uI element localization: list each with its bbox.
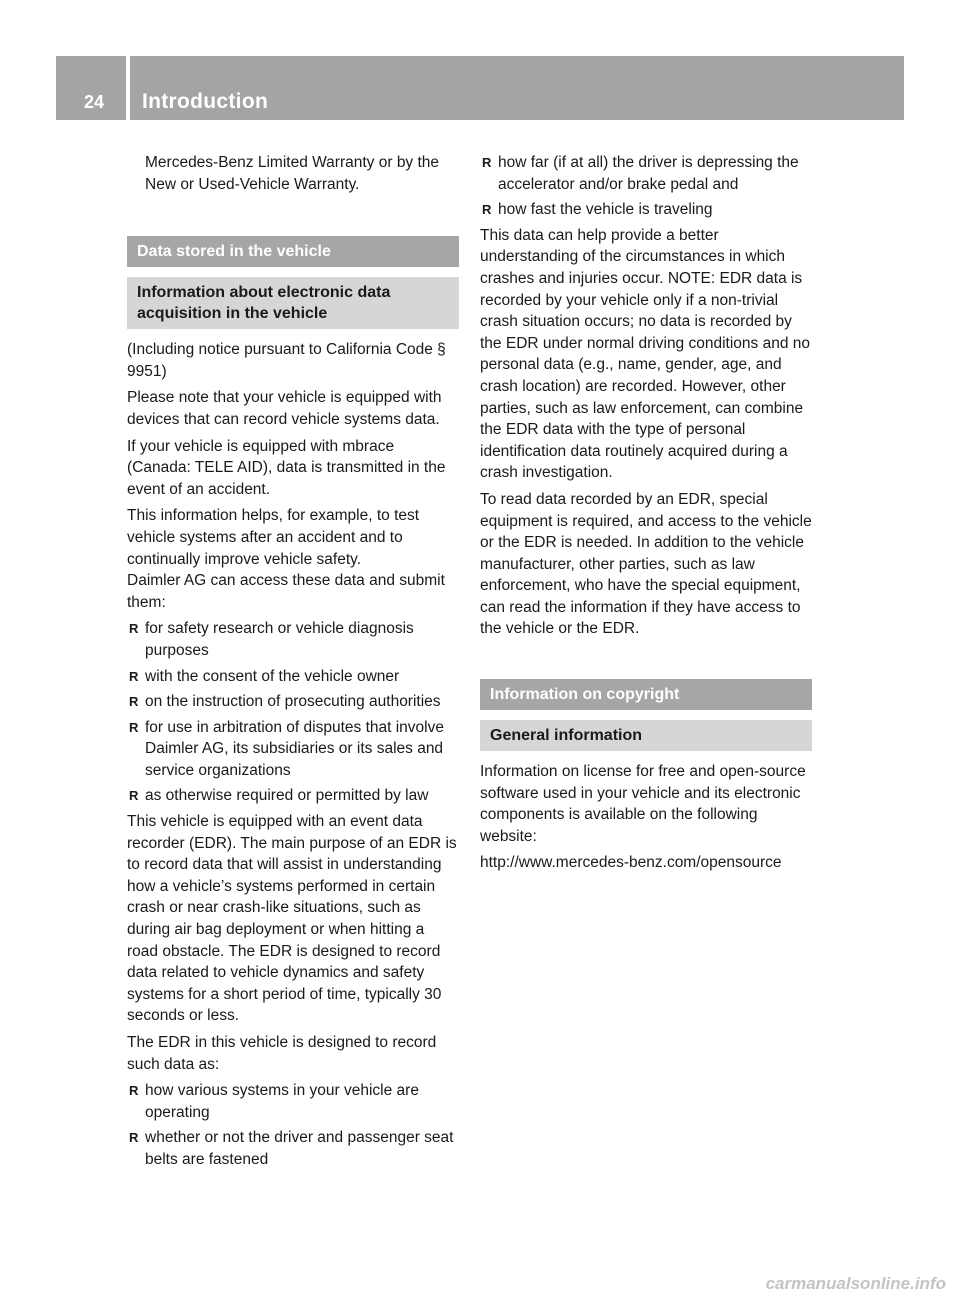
paragraph-edr-note: This data can help provide a better understanding of the circumstances in which crashes and injuries occur. NOTE: EDR data is recorded by your vehicle only if a non-trivial crash situation occurs; no data is recorded by the EDR under normal driving conditions and no personal data (e.g., name, gender, age, and crash location) are recorded. However, other parties, such as law enforcement, can combine the EDR data with the type of personal identification data routinely acquired during a crash investigation. (480, 226, 810, 482)
list-item: R whether or not the driver and passenger seat belts are fastened (129, 1129, 454, 1168)
paragraph: If your vehicle is equipped with mbrace (Canada: TELE AID), data is transmitted in the event of an accident. (127, 437, 446, 498)
right-column (480, 152, 812, 879)
subsection-heading-electronic-data: Information about electronic data acquisition in the vehicle (127, 277, 459, 329)
paragraph: Please note that your vehicle is equipped with devices that can record vehicle systems data. (127, 389, 442, 428)
header-divider (126, 56, 130, 120)
bullet-icon: R (129, 719, 139, 735)
opensource-url[interactable]: http://www.mercedes-benz.com/opensource (480, 854, 782, 872)
paragraph-edr-access: To read data recorded by an EDR, special equipment is required, and access to the vehicle or the EDR is needed. In addition to the vehicle manufacturer, other parties, such as law enforcement, who have the special equipment, can read the information if they have access to the vehicle or the EDR. (480, 490, 812, 638)
bullet-icon: R (129, 788, 139, 804)
paragraph: The EDR in this vehicle is designed to record such data as: (127, 1034, 437, 1073)
section-heading-copyright: Information on copyright (480, 679, 812, 710)
paragraph: Daimler AG can access these data and submit them: (127, 572, 445, 611)
paragraph-edr: This vehicle is equipped with an event data recorder (EDR). The main purpose of an EDR is to record data that will assist in understanding how a vehicle’s systems performed in certain crash or near crash-like situations, such as during air bag deployment or when hitting a road obstacle. The EDR is designed to record data related to vehicle dynamics and safety systems for a short period of time, typically 30 seconds or less. (127, 813, 457, 1025)
bullet-list-edr-data-continued (480, 152, 812, 221)
watermark: carmanualsonline.info (765, 1274, 946, 1293)
list-item: R how various systems in your vehicle are operating (129, 1082, 419, 1121)
left-column (127, 152, 459, 1175)
chapter-title: Introduction (142, 90, 269, 113)
bullet-list-purposes (127, 618, 459, 807)
bullet-list-edr-data (127, 1080, 459, 1170)
list-item: R with the consent of the vehicle owner (127, 666, 459, 688)
bullet-icon: R (129, 1130, 139, 1146)
list-item: R for use in arbitration of disputes that involve Daimler AG, its subsidiaries or its sales and service organizations (129, 718, 444, 779)
list-item: R for safety research or vehicle diagnosis purposes (129, 620, 414, 659)
bullet-icon: R (482, 202, 492, 218)
section-heading-data-stored: Data stored in the vehicle (127, 236, 459, 267)
bullet-icon: R (129, 621, 139, 637)
paragraph-license: Information on license for free and open-source software used in your vehicle and its electronic components is available on the following website: (480, 763, 806, 845)
list-item: R how fast the vehicle is traveling (480, 199, 812, 221)
list-item: R how far (if at all) the driver is depressing the accelerator and/or brake pedal and (482, 154, 799, 193)
list-item: R on the instruction of prosecuting authorities (127, 691, 459, 713)
subsection-heading-general-information: General information (480, 720, 812, 751)
page-header (56, 56, 904, 120)
bullet-icon: R (129, 668, 139, 684)
bullet-icon: R (482, 155, 492, 170)
paragraph: This information helps, for example, to test vehicle systems after an accident and to continually improve vehicle safety. (127, 507, 420, 568)
warranty-continuation: Mercedes-Benz Limited Warranty or by the New or Used-Vehicle Warranty. (145, 154, 440, 193)
bullet-icon: R (129, 1083, 139, 1099)
list-item: R as otherwise required or permitted by law (127, 785, 459, 807)
paragraph: (Including notice pursuant to California Code § 9951) (127, 341, 446, 380)
page-number: 24 (84, 92, 105, 112)
bullet-icon: R (129, 694, 139, 710)
